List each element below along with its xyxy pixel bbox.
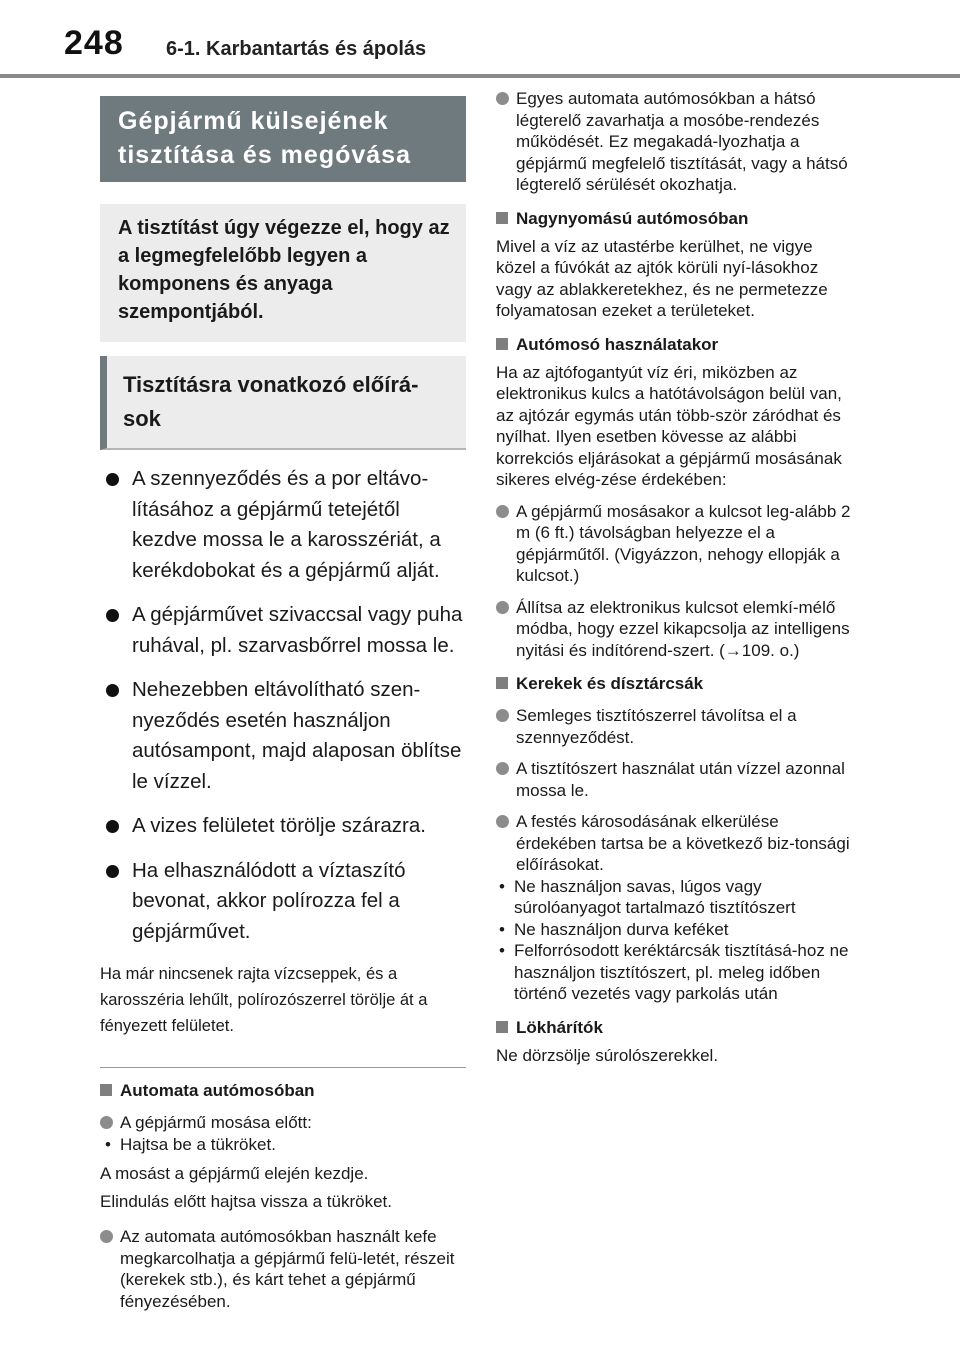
paragraph: A mosást a gépjármű elején kezdje. (100, 1164, 369, 1183)
sub-list-item: • Hajtsa be a tükröket. (105, 1134, 276, 1154)
list-item: A festés károsodásának elkerülése érdekében tartsa be a következő biz-tonsági előírásokat. (496, 811, 856, 876)
list-item: Ha elhasználódott a víztaszító bevonat, akkor polírozza fel a gépjárművet. (100, 856, 466, 948)
square-bullet-icon (496, 212, 508, 224)
square-bullet-icon (496, 677, 508, 689)
right-column (496, 88, 856, 1066)
circle-bullet-icon (496, 762, 509, 775)
intro-box: A tisztítást úgy végezze el, hogy az a legmegfelelőbb legyen a komponens és anyaga szempontjából. (100, 204, 466, 342)
dot-bullet-icon: • (499, 876, 505, 896)
list-item: A gépjármű mosása előtt: (100, 1112, 466, 1134)
square-bullet-icon (100, 1084, 112, 1096)
bullet-icon (106, 609, 119, 622)
list-item: A szennyeződés és a por eltávo-lításához a gépjármű tetejétől kezdve mossa le a karosszériát, a kerékdobokat és a gépjármű alját. (100, 464, 466, 586)
dot-bullet-icon: • (499, 919, 505, 939)
square-bullet-icon (496, 1021, 508, 1033)
heading-auto-wash: Automata autómosóban (100, 1080, 466, 1102)
circle-bullet-icon (496, 815, 509, 828)
list-item: Állítsa az elektronikus kulcsot elemkí-mélő módba, hogy ezzel kikapcsolja az intelligens nyitási és indítórend-szert. (→109. o.) (496, 597, 856, 662)
bullet-icon (106, 684, 119, 697)
circle-bullet-icon (496, 505, 509, 518)
list-item: A gépjármű mosásakor a kulcsot leg-alább 2 m (6 ft.) távolságban helyezze el a gépjárműtől. (Vigyázzon, nehogy ellopják a kulcsot.) (496, 501, 856, 587)
heading-car-wash-usage: Autómosó használatakor (496, 334, 856, 356)
heading-high-pressure-wash: Nagynyomású autómosóban (496, 208, 856, 230)
paragraph: Mivel a víz az utastérbe kerülhet, ne vigye közel a fúvókát az ajtók körüli nyí-lásokhoz vagy az ablakkeretekhez, és ne permetezze folyamatosan ezeket a területeket. (496, 236, 828, 320)
bullet-icon (106, 865, 119, 878)
paragraph: Ne dörzsölje súrolószerekkel. (496, 1045, 719, 1065)
circle-bullet-icon (100, 1116, 113, 1129)
list-item: Nehezebben eltávolítható szen-nyeződés esetén használjon autósampont, majd alaposan öblítse le vízzel. (100, 675, 466, 797)
heading-wheels: Kerekek és dísztárcsák (496, 673, 856, 695)
chapter-title: 6-1. Karbantartás és ápolás (166, 38, 427, 60)
list-item: A tisztítószert használat után vízzel azonnal mossa le. (496, 758, 856, 801)
circle-bullet-icon (496, 92, 509, 105)
list-item: Az automata autómosókban használt kefe megkarcolhatja a gépjármű felü-letét, részeit (kerekek stb.), és kárt tehet a gépjármű fényezésében. (100, 1226, 466, 1312)
sub-list-item: • Felforrósodott keréktárcsák tisztításá-hoz ne használjon tisztítószert, pl. meleg időben történő vezetés vagy parkolás után (499, 941, 849, 1003)
heading-bumpers: Lökhárítók (496, 1017, 856, 1039)
paragraph: Ha az ajtófogantyút víz éri, miközben az elektronikus kulcs a hatótávolságon belül van, az ajtózár egymás után több-ször záródhat és nyílhat. Ilyen esetben kövesse az alábbi korrekciós eljárásokat a gépjármű mosásának sikeres elvég-zése érdekében: (496, 362, 842, 489)
subheading-cleaning-rules: Tisztításra vonatkozó előírá-sok (100, 356, 466, 450)
bullet-icon (106, 473, 119, 486)
list-item: Semleges tisztítószerrel távolítsa el a szennyeződést. (496, 705, 856, 748)
circle-bullet-icon (496, 601, 509, 614)
dot-bullet-icon: • (105, 1134, 111, 1154)
section-divider (100, 1067, 466, 1068)
circle-bullet-icon (496, 709, 509, 722)
list-item: A vizes felületet törölje szárazra. (100, 811, 466, 842)
cleaning-rules-list (100, 464, 466, 947)
dot-bullet-icon: • (499, 941, 505, 960)
paragraph: Elindulás előtt hajtsa vissza a tükröket. (100, 1191, 392, 1211)
bullet-icon (106, 820, 119, 833)
sub-list-item: • Ne használjon durva keféket (499, 919, 729, 939)
circle-bullet-icon (100, 1230, 113, 1243)
square-bullet-icon (496, 338, 508, 350)
list-item: A gépjárművet szivaccsal vagy puha ruhával, pl. szarvasbőrrel mossa le. (100, 600, 466, 661)
page-number: 248 (64, 24, 124, 62)
left-column (100, 96, 466, 1312)
sub-list-item: • Ne használjon savas, lúgos vagy súrolóanyagot tartalmazó tisztítószert (499, 876, 796, 917)
main-title: Gépjármű külsejének tisztítása és megóvása (100, 96, 466, 182)
header-rule (0, 74, 960, 78)
polish-note: Ha már nincsenek rajta vízcseppek, és a karosszéria lehűlt, polírozószerrel törölje át a fényezett felületet. (100, 965, 428, 1035)
list-item: Egyes automata autómosókban a hátsó légterelő zavarhatja a mosóbe-rendezés működését. Ez megakadá-lyozhatja a gépjármű megfelelő tisztítását, vagy a hátsó légterelő sérülését okozhatja. (496, 88, 856, 196)
